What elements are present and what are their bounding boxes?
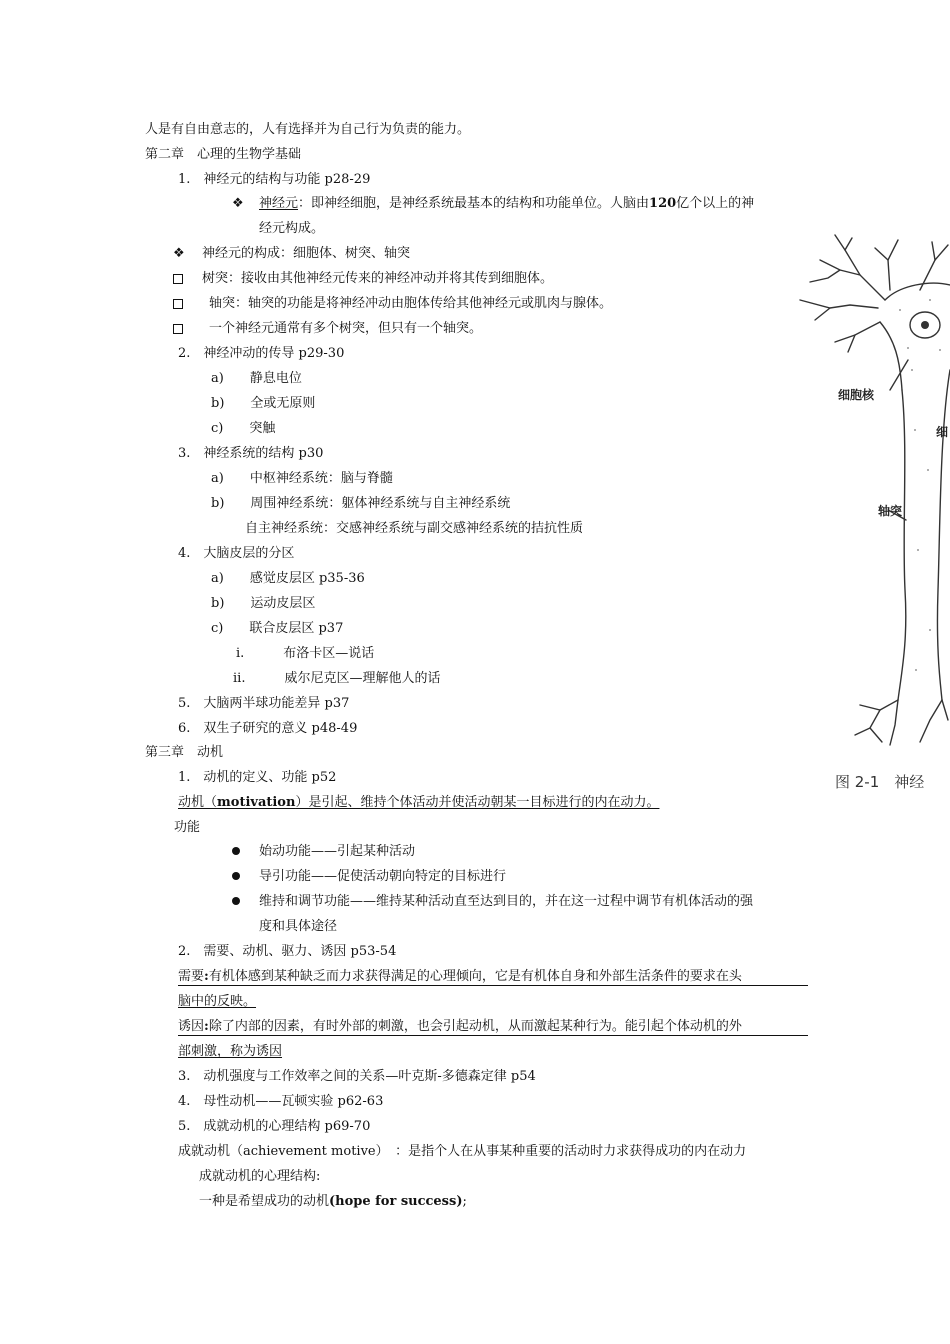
incentive-term: 诱因 bbox=[178, 1019, 205, 1034]
figure-caption: 图 2-1 神经 bbox=[835, 773, 925, 791]
chapter-3-title: 第三章 动机 bbox=[145, 745, 224, 760]
hope-text: 一种是希望成功的动机 bbox=[199, 1194, 330, 1209]
ch2-section-4c: c) 联合皮层区 p37 bbox=[211, 621, 344, 636]
figure-label-cell: 细 bbox=[936, 425, 949, 439]
ch3-section-3: 3. 动机强度与工作效率之间的关系—叶克斯-多德森定律 p54 bbox=[178, 1069, 536, 1084]
neuron-composition: 神经元的构成：细胞体、树突、轴突 bbox=[202, 246, 411, 261]
neuron-def-text-2: 亿个以上的神 bbox=[676, 196, 755, 211]
function-1: 始动功能——引起某种活动 bbox=[259, 844, 416, 859]
diamond-bullet-icon: ❖ bbox=[173, 246, 185, 261]
motivation-definition bbox=[178, 795, 659, 811]
ch2-section-3: 3. 神经系统的结构 p30 bbox=[178, 446, 324, 461]
function-3: 维持和调节功能——维持某种活动直至达到目的，并在这一过程中调节有机体活动的强 bbox=[259, 894, 754, 909]
motivation-def-c: ）是引起、维持个体活动并使活动朝某一目标进行的内在动力。 bbox=[295, 795, 660, 810]
ch3-section-2: 2. 需要、动机、驱力、诱因 p53-54 bbox=[178, 944, 397, 959]
checkbox-bullet-icon bbox=[173, 299, 183, 309]
neuron-definition-cont: 经元构成。 bbox=[259, 221, 325, 236]
diamond-bullet-icon: ❖ bbox=[232, 196, 244, 211]
ch2-section-6: 6. 双生子研究的意义 p48-49 bbox=[178, 721, 358, 736]
neuron-definition bbox=[259, 196, 754, 212]
ch2-section-3b: b) 周围神经系统：躯体神经系统与自主神经系统 bbox=[211, 496, 511, 511]
ch3-section-4: 4. 母性动机——瓦顿实验 p62-63 bbox=[178, 1094, 384, 1109]
neuron-diagram bbox=[790, 230, 950, 770]
achievement-structure: 成就动机的心理结构: bbox=[199, 1169, 321, 1184]
checkbox-bullet-icon bbox=[173, 274, 183, 284]
ch2-section-4a: a) 感觉皮层区 p35-36 bbox=[211, 571, 365, 586]
achievement-definition: 成就动机（achievement motive） ：是指个人在从事某种重要的活动时力求获得成功的内在动力 bbox=[178, 1144, 747, 1159]
function-label: 功能 bbox=[174, 820, 201, 835]
ch2-section-2c: c) 突触 bbox=[211, 421, 276, 436]
neuron-term: 神经元 bbox=[259, 196, 299, 211]
bullet-dot-icon bbox=[232, 847, 240, 855]
hope-term-en: (hope for success) bbox=[329, 1194, 463, 1209]
ch2-section-2b: b) 全或无原则 bbox=[211, 396, 316, 411]
function-3-cont: 度和具体途径 bbox=[259, 919, 338, 934]
figure-label-axon: 轴突 bbox=[878, 504, 903, 518]
ch2-section-4b: b) 运动皮层区 bbox=[211, 596, 316, 611]
hope-semicolon: ; bbox=[462, 1194, 467, 1209]
bullet-dot-icon bbox=[232, 897, 240, 905]
function-2: 导引功能——促使活动朝向特定的目标进行 bbox=[259, 869, 507, 884]
ch2-section-2a: a) 静息电位 bbox=[211, 371, 302, 386]
incentive-colon: : bbox=[204, 1019, 209, 1034]
incentive-underline bbox=[178, 1035, 808, 1036]
checkbox-bullet-icon bbox=[173, 324, 183, 334]
axon-line: 轴突：轴突的功能是将神经冲动由胞体传给其他神经元或肌肉与腺体。 bbox=[209, 296, 613, 311]
motivation-def-a: 动机（ bbox=[178, 795, 218, 810]
need-text: 有机体感到某种缺乏而力求获得满足的心理倾向，它是有机体自身和外部生活条件的要求在头 bbox=[208, 969, 742, 984]
ch2-section-3a: a) 中枢神经系统：脑与脊髓 bbox=[211, 471, 393, 486]
ch3-section-5: 5. 成就动机的心理结构 p69-70 bbox=[178, 1119, 371, 1134]
ch2-section-1: 1. 神经元的结构与功能 p28-29 bbox=[178, 172, 371, 187]
chapter-2-title: 第二章 心理的生物学基础 bbox=[145, 147, 302, 162]
incentive-definition bbox=[178, 1019, 742, 1035]
need-definition-cont: 脑中的反映。 bbox=[178, 994, 257, 1009]
need-definition bbox=[178, 969, 742, 985]
ch2-section-4c-ii: ii. 威尔尼克区—理解他人的话 bbox=[233, 671, 441, 686]
one-axon-line: 一个神经元通常有多个树突，但只有一个轴突。 bbox=[209, 321, 483, 336]
incentive-definition-cont: 部刺激，称为诱因 bbox=[178, 1044, 283, 1059]
ch2-section-4c-i: i. 布洛卡区—说话 bbox=[236, 646, 375, 661]
need-colon: : bbox=[204, 969, 209, 984]
hope-for-success bbox=[199, 1194, 467, 1210]
neuron-def-text: ：即神经细胞，是神经系统最基本的结构和功能单位。人脑由 bbox=[298, 196, 650, 211]
ch2-section-2: 2. 神经冲动的传导 p29-30 bbox=[178, 346, 345, 361]
incentive-text: 除了内部的因素，有时外部的刺激，也会引起动机，从而激起某种行为。能引起个体动机的外 bbox=[208, 1019, 742, 1034]
ch2-section-3b-cont: 自主神经系统：交感神经系统与副交感神经系统的拮抗性质 bbox=[245, 521, 584, 536]
ch3-section-1: 1. 动机的定义、功能 p52 bbox=[178, 770, 337, 785]
figure-label-nucleus: 细胞核 bbox=[838, 388, 875, 402]
need-term: 需要 bbox=[178, 969, 205, 984]
ch2-section-5: 5. 大脑两半球功能差异 p37 bbox=[178, 696, 350, 711]
bullet-dot-icon bbox=[232, 872, 240, 880]
ch2-section-4: 4. 大脑皮层的分区 bbox=[178, 546, 295, 561]
intro-line: 人是有自由意志的，人有选择并为自己行为负责的能力。 bbox=[145, 122, 471, 137]
dendrite-line: 树突：接收由其他神经元传来的神经冲动并将其传到细胞体。 bbox=[202, 271, 554, 286]
neuron-count: 120 bbox=[649, 196, 677, 211]
need-underline bbox=[178, 985, 808, 986]
motivation-term-en: motivation bbox=[217, 795, 296, 810]
